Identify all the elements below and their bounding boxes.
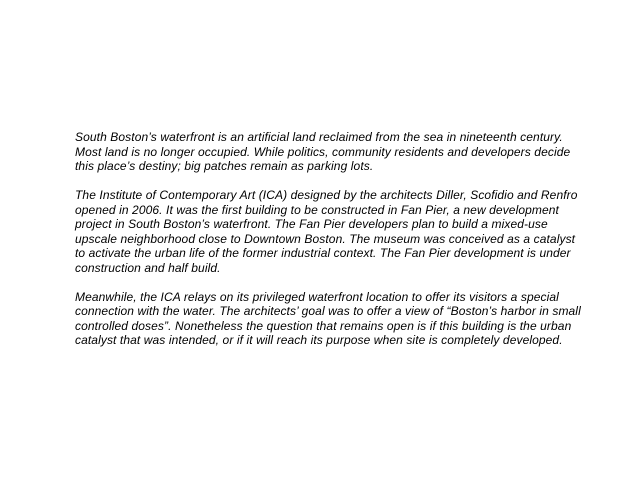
paragraph-waterfront-intro [75,130,585,174]
text-line: this place’s destiny; big patches remain as parking lots. [75,159,374,173]
text-line: Most land is no longer occupied. While politics, community residents and developers decide [75,144,571,159]
paragraph-ica-history [75,188,585,275]
text-line: upscale neighborhood close to Downtown Boston. The museum was conceived as a catalyst [75,231,576,246]
text-line: South Boston’s waterfront is an artificial land reclaimed from the sea in nineteenth century. [75,130,563,144]
text-line: opened in 2006. It was the first building to be constructed in Fan Pier, a new development [75,202,559,217]
text-line: construction and half build. [75,260,221,275]
text-line: The Institute of Contemporary Art (ICA) designed by the architects Diller, Scofidio and Renfro [75,188,578,202]
paragraph-ica-location [75,290,585,348]
text-line: Meanwhile, the ICA relays on its privileged waterfront location to offer its visitors a special [75,289,559,304]
text-line: connection with the water. The architects’ goal was to offer a view of “Boston’s harbor in small [75,304,581,318]
text-line: to activate the urban life of the former industrial context. The Fan Pier development is under [75,246,571,260]
article-text-block [75,130,585,348]
text-line: controlled doses”. Nonetheless the question that remains open is if this building is the urban [75,318,572,333]
text-line: catalyst that was intended, or if it will reach its purpose when site is completely developed. [75,333,563,347]
text-line: project in South Boston’s waterfront. The Fan Pier developers plan to build a mixed-use [75,217,548,231]
